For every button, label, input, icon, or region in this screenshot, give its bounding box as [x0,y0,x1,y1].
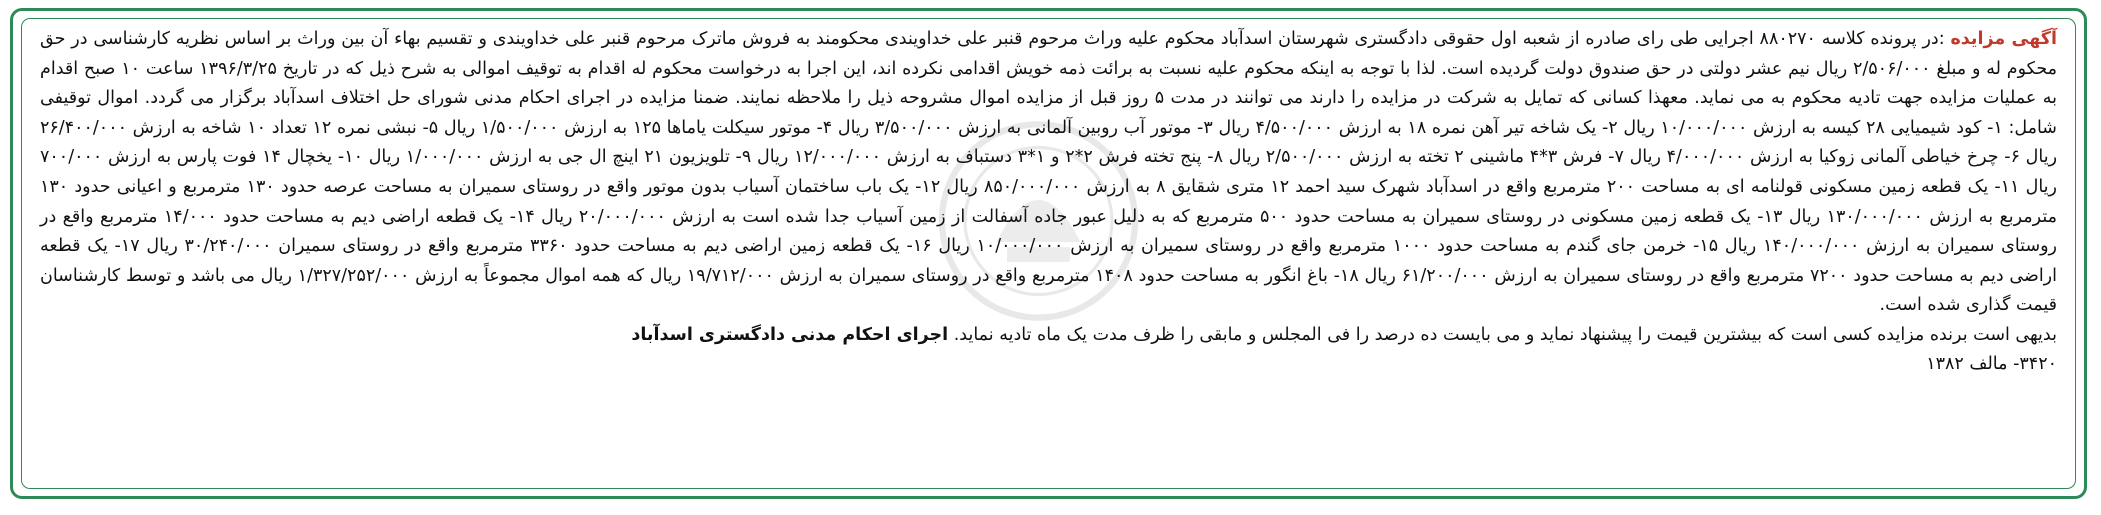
notice-body-text: :در پرونده کلاسه ۸۸۰۲۷۰ اجرایی طی رای صادره از شعبه اول حقوقی دادگستری شهرستان اسدآباد محکوم علیه وراث مرحوم قنبر علی خداویندی محکومند به فروش ماترک مرحوم قنبر علی خداویندی و تقسیم بهاء آن بین وراث بر اساس نظریه کارشناسی در حق محکوم له و مبلغ ۲/۵۰۶/۰۰۰ ریال نیم عشر دولتی در حق صندوق دولت گردیده است. لذا با توجه به اینکه محکوم علیه نسبت به برائت ذمه خویش اقدامی نکرده اند، این اجرا به درخواست محکوم له اقدام به توقیف اموالی به شرح ذیل که در تاریخ ۱۳۹۶/۳/۲۵ ساعت ۱۰ صبح اقدام به عملیات مزایده جهت تادیه محکوم به می نماید. معهذا کسانی که تمایل به شرکت در مزایده را دارند می توانند در مدت ۵ روز قبل از مزایده اموال مشروحه ذیل را ملاحظه نمایند. ضمنا مزایده در اجرای احکام مدنی شورای حل اختلاف اسدآباد برگزار می گردد. اموال توقیفی شامل: ۱- کود شیمیایی ۲۸ کیسه به ارزش ۱۰/۰۰۰/۰۰۰ ریال ۲- یک شاخه تیر آهن نمره ۱۸ به ارزش ۴/۵۰۰/۰۰۰ ریال ۳- موتور آب روبین آلمانی به ارزش ۳/۵۰۰/۰۰۰ ریال ۴- موتور سیکلت یاماها ۱۲۵ به ارزش ۱/۵۰۰/۰۰۰ ریال ۵- نبشی نمره ۱۲ تعداد ۱۰ شاخه به ارزش ۲۶/۴۰۰/۰۰۰ ریال ۶- چرخ خیاطی آلمانی زوکیا به ارزش ۴/۰۰۰/۰۰۰ ریال ۷- فرش ۳*۴ ماشینی ۲ تخته به ارزش ۲/۵۰۰/۰۰۰ ریال ۸- پنج تخته فرش ۲*۲ و ۱*۳ دستباف به ارزش ۱۲/۰۰۰/۰۰۰ ریال ۹- تلویزیون ۲۱ اینچ ال جی به ارزش ۱/۰۰۰/۰۰۰ ریال ۱۰- یخچال ۱۴ فوت پارس به ارزش ۷۰۰/۰۰۰ ریال ۱۱- یک قطعه زمین مسکونی قولنامه ای به مساحت ۲۰۰ مترمربع واقع در اسدآباد شهرک سید احمد ۱۲ متری شقایق ۸ به ارزش ۸۵۰/۰۰۰/۰۰۰ ریال ۱۲- یک باب ساختمان آسیاب بدون موتور واقع در روستای سمیران به مساحت عرصه حدود ۱۳۰ مترمربع و اعیانی حدود ۱۳۰ مترمربع به ارزش ۱۳۰/۰۰۰/۰۰۰ ریال ۱۳- یک قطعه زمین مسکونی در روستای سمیران به مساحت حدود ۵۰۰ مترمربع که به دلیل عبور جاده آسفالت از زمین آسیاب جدا شده است به ارزش ۲۰/۰۰۰/۰۰۰ ریال ۱۴- یک قطعه اراضی دیم به مساحت حدود ۱۴/۰۰۰ مترمربع واقع در روستای سمیران به ارزش ۱۴۰/۰۰۰/۰۰۰ ریال ۱۵- خرمن جای گندم به مساحت حدود ۱۰۰۰ مترمربع واقع در روستای سمیران به ارزش ۱۰/۰۰۰/۰۰۰ ریال ۱۶- یک قطعه زمین اراضی دیم به مساحت حدود ۳۳۶۰ مترمربع واقع در روستای سمیران ۳۰/۲۴۰/۰۰۰ ریال ۱۷- یک قطعه اراضی دیم به مساحت حدود ۷۲۰۰ مترمربع واقع در روستای سمیران به ارزش ۶۱/۲۰۰/۰۰۰ ریال ۱۸- باغ انگور به مساحت حدود ۱۴۰۸ مترمربع واقع در روستای سمیران به ارزش ۱۹/۷۱۲/۰۰۰ ریال که همه اموال مجموعاً به ارزش ۱/۳۲۷/۲۵۲/۰۰۰ ریال می باشد و توسط کارشناسان قیمت گذاری شده است. [40,29,2058,316]
notice-footer-code: ۳۴۲۰- مالف ۱۳۸۲ [1926,353,2057,374]
notice-body-paragraph [40,25,2057,321]
notice-outer-frame [10,8,2087,499]
notice-inner-frame [21,18,2076,489]
notice-title: آگهی مزایده [1950,29,2057,49]
notice-closing [40,321,2057,351]
notice-signature: اجرای احکام مدنی دادگستری اسدآباد [631,324,949,345]
closing-text: بدیهی است برنده مزایده کسی است که بیشترین قیمت را پیشنهاد نماید و می بایست ده درصد را فی المجلس و مابقی را ظرف مدت یک ماه تادیه نماید. [953,324,2057,345]
